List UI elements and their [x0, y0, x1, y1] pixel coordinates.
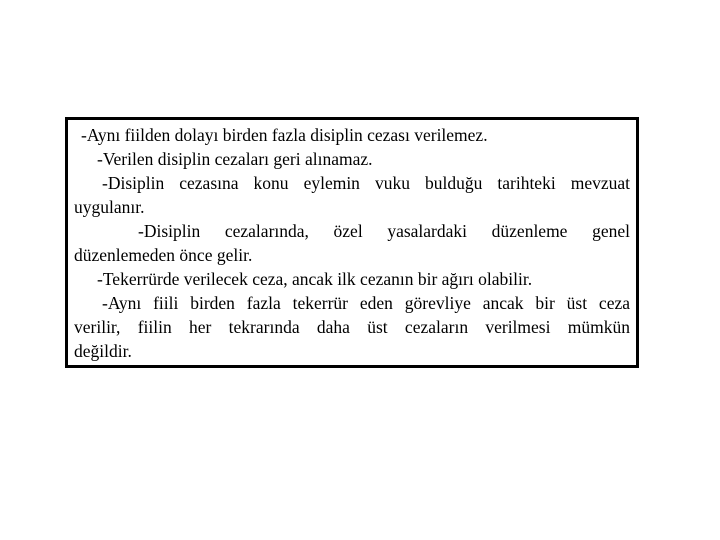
rules-text-box: [65, 117, 639, 368]
text-line-3: -Disiplin cezasına konu eylemin vuku bulduğu tarihteki mevzuat: [102, 173, 630, 193]
text-line-4: uygulanır.: [74, 197, 145, 217]
text-line-7: -Tekerrürde verilecek ceza, ancak ilk cezanın bir ağırı olabilir.: [97, 269, 533, 289]
text-line-2: -Verilen disiplin cezaları geri alınamaz.: [97, 149, 373, 169]
text-line-5: -Disiplin cezalarında, özel yasalardaki düzenleme genel: [138, 221, 630, 241]
text-line-8: -Aynı fiili birden fazla tekerrür eden görevliye ancak bir üst ceza: [102, 293, 630, 313]
text-line-10: değildir.: [74, 341, 132, 361]
text-line-1: -Aynı fiilden dolayı birden fazla disiplin cezası verilemez.: [81, 125, 488, 145]
text-line-6: düzenlemeden önce gelir.: [74, 245, 253, 265]
text-line-9: verilir, fiilin her tekrarında daha üst cezaların verilmesi mümkün: [74, 317, 630, 337]
